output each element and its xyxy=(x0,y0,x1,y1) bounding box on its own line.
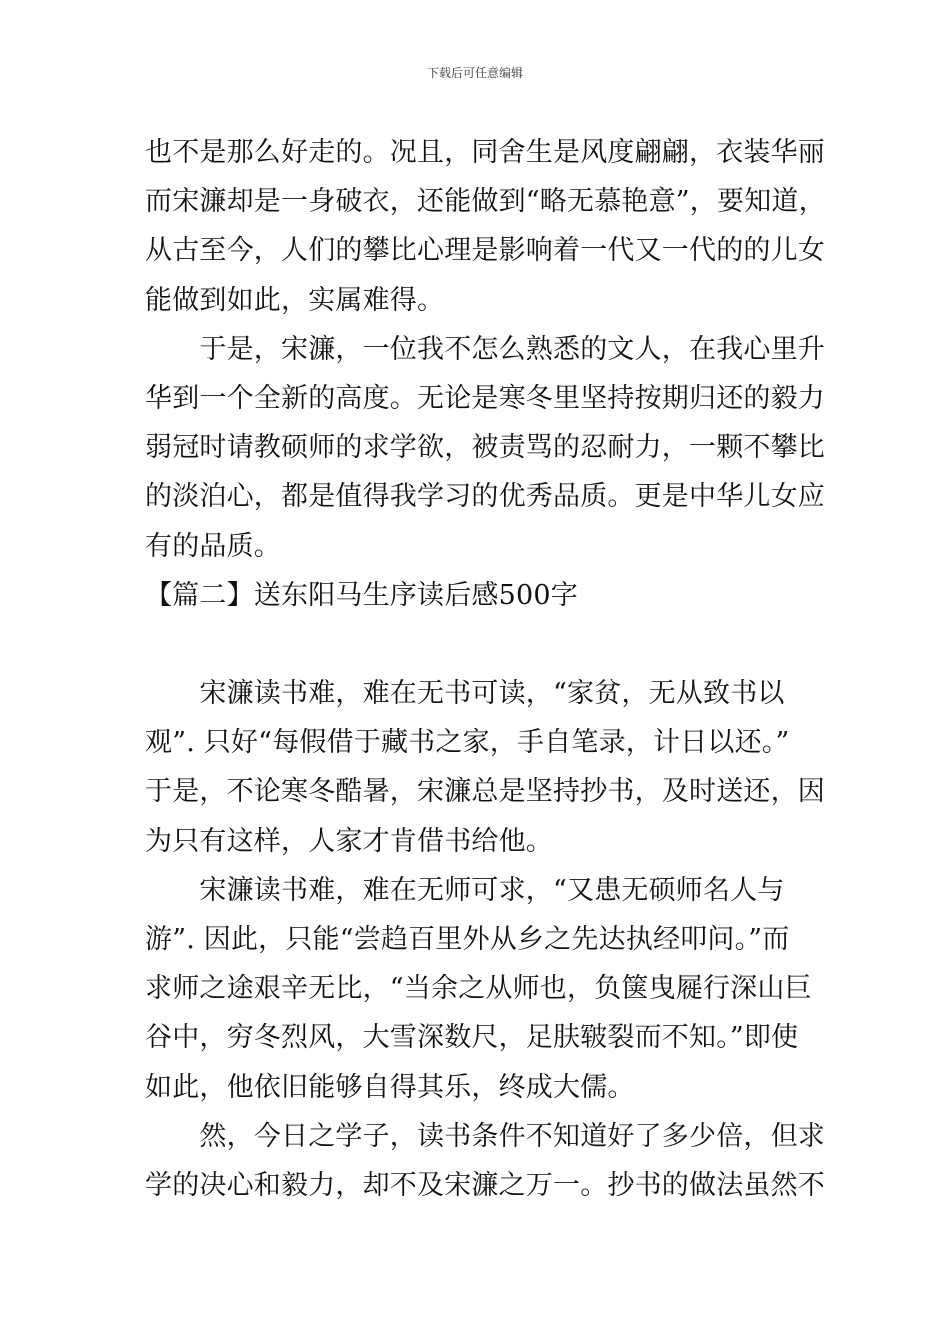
text-line: 游”. 因此，只能“尝趋百里外从乡之先达执经叩问。”而 xyxy=(145,924,790,955)
text-line: 于是，宋濂，一位我不怎么熟悉的文人，在我心里升 xyxy=(145,333,825,365)
text-line: 宋濂读书难，难在无师可求，“又患无硕师名人与 xyxy=(145,874,785,906)
text-line: 如此，他依旧能够自得其乐，终成大儒。 xyxy=(145,1071,635,1103)
text-line: 的淡泊心，都是值得我学习的优秀品质。更是中华儿女应 xyxy=(145,481,825,513)
text-line: 也不是那么好走的。况且，同舍生是风度翩翩，衣装华丽 xyxy=(145,137,825,168)
text-line: 学的决心和毅力，却不及宋濂之万一。抄书的做法虽然不 xyxy=(145,1169,825,1201)
text-line: 观”. 只好“每假借于藏书之家，手自笔录，计日以还。” xyxy=(145,727,790,759)
text-line: 为只有这样，人家才肯借书给他。 xyxy=(145,825,553,857)
text-line: 于是，不论寒冬酷暑，宋濂总是坚持抄书，及时送还，因 xyxy=(145,776,825,808)
text-line: 华到一个全新的高度。无论是寒冬里坚持按期归还的毅力 xyxy=(145,382,825,414)
text-line: 宋濂读书难，难在无书可读，“家贫，无从致书以 xyxy=(145,678,785,710)
text-line: 然，今日之学子，读书条件不知道好了多少倍，但求 xyxy=(145,1120,825,1152)
document-body xyxy=(145,128,826,1210)
text-line: 而宋濂却是一身破衣，还能做到“略无慕艳意”，要知道， xyxy=(145,186,826,218)
section-heading: 【篇二】送东阳马生序读后感500字 xyxy=(145,579,578,611)
page-header: 下载后可任意编辑 xyxy=(426,66,523,80)
text-line: 有的品质。 xyxy=(145,530,281,562)
blank-line xyxy=(145,620,810,669)
text-line: 弱冠时请教硕师的求学欲，被责骂的忍耐力，一颗不攀比 xyxy=(145,432,825,464)
text-line: 能做到如此，实属难得。 xyxy=(145,284,445,316)
text-line: 谷中，穷冬烈风，大雪深数尺，足肤皲裂而不知。”即使 xyxy=(145,1022,799,1054)
text-line: 从古至今，人们的攀比心理是影响着一代又一代的的儿女 xyxy=(145,235,825,267)
text-line: 求师之途艰辛无比，“当余之从师也，负箧曳屣行深山巨 xyxy=(145,973,812,1005)
